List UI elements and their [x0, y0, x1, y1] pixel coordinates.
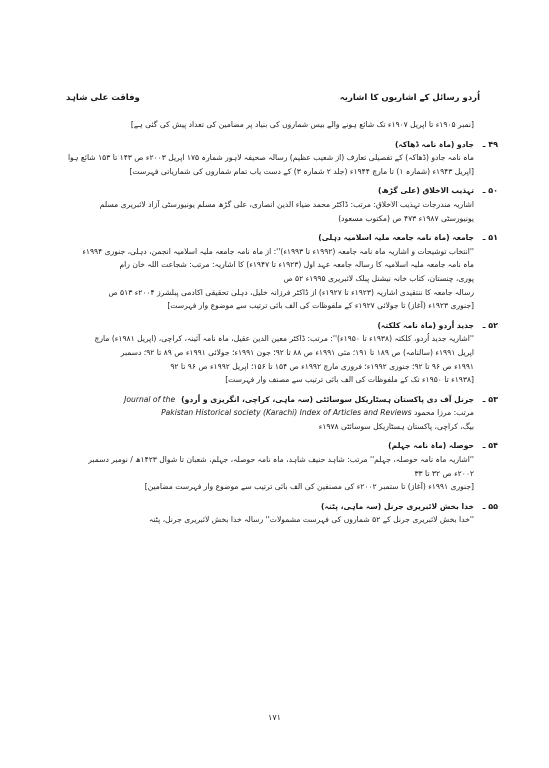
entry-number: ۴۹ ـ — [482, 139, 498, 149]
entry-line: ''خدا بخش لائبریری جرنل کے ۵۲ شماروں کی فہرست مشمولات'' رسالہ خدا بخش لائبریری جرنل، پٹنہ — [149, 515, 474, 525]
entry-53 — [66, 393, 498, 434]
entries-list — [66, 118, 498, 533]
author-name: وفاقت علی شاہد — [66, 93, 140, 103]
entry-heading-row — [66, 319, 498, 333]
entry-heading: جدید اُردو (ماہ نامہ کلکتہ) — [377, 320, 474, 330]
entry-55 — [66, 500, 498, 527]
entry-heading-row — [66, 393, 498, 407]
entry-line: اپریل ۱۹۹۱ء (سالنامہ) ص ۱۸۹ تا ۱۹۱؛ مئی ۱۹۹۱ء ص ۸۸ تا ۹۲؛ جون ۱۹۹۱ء؛ جولائی ۱۹۹۱ء ص ۸۹ تا ۹۲؛ دسمبر — [120, 347, 474, 357]
entry-line: یونیورسٹی ۱۹۸۷ء ۴۷۳ ص (مکتوب مسعود) — [338, 213, 474, 223]
entry-line: ماہ نامہ جامعہ ملیہ اسلامیہ کا رسالہ جامعہ عہد اول (۱۹۲۳ء تا ۱۹۴۷ء) کا اشاریہ: مرتب: شجاعت اللہ خان رام — [119, 260, 474, 270]
entry-line: ماہ نامہ جادو (ڈھاکہ) کے تفصیلی تعارف (از شعیب عظیم) رسالہ صحیفہ لاہور شمارہ ۱۷۵ اپریل ۲۰۰۳ء ص ۱۴۳ تا ۱۵۳ شائع ہوا — [67, 153, 474, 163]
entry-51 — [66, 231, 498, 313]
entry-heading-row — [66, 138, 498, 152]
entry-heading-row — [66, 500, 498, 514]
entry-heading: حوصلہ (ماہ نامہ جہلم) — [388, 441, 474, 451]
entry-line-latin — [66, 406, 498, 420]
entry-number: ۵۴ ـ — [482, 441, 498, 451]
entry-line: ''انتخاب توشیحات و اشاریہ ماہ نامہ جامعہ (۱۹۹۲ء تا ۱۹۹۳ء)'': از ماہ نامہ جامعہ ملیہ اسلامیہ انجمن، دہلی، جنوری ۱۹۹۴ء — [82, 246, 474, 256]
latin-title: Journal of the — [124, 394, 176, 404]
latin-subtitle: Pakistan Historical society (Karachi) Index of Articles and Reviews — [161, 408, 412, 418]
entry-line: بیگ، کراچی، پاکستان ہسٹاریکل سوسائٹی ۱۹۷۸ء — [318, 421, 474, 431]
entry-line: [نمبر ۱۹۰۵ء تا اپریل ۱۹۰۷ء تک شائع ہونے والے بیس شماروں کی بنیاد پر مضامین کی تعداد پیش کی گئی ہے] — [130, 120, 474, 129]
running-title: اُردو رسائل کے اشاریوں کا اشاریہ — [339, 93, 480, 103]
entry-48-continuation — [66, 118, 498, 132]
entry-54 — [66, 439, 498, 493]
entry-number: ۵۵ ـ — [482, 501, 498, 511]
entry-heading: جامعہ (ماہ نامہ جامعہ ملیہ اسلامیہ دہلی) — [318, 233, 474, 243]
entry-line: ۲۰۰۲ء ص ۳۲ تا ۳۳ — [414, 468, 474, 478]
entry-number: ۵۳ ـ — [482, 394, 498, 404]
entry-number: ۵۲ ـ — [482, 320, 498, 330]
entry-line: رسالہ جامعہ کا ننتقیدی اشاریہ (۱۹۲۳ء تا ۱۹۲۷ء) از ڈاکٹر فرزانہ خلیل، دہلی تحقیقی اکادمی پبلشرز ۲۰۰۴ء ۵۱۳ ص — [108, 287, 474, 297]
entry-heading: جرنل آف دی پاکستان ہسٹاریکل سوسائٹی (سہ ماہی، کراچی، انگریزی و اُردو) — [181, 394, 474, 404]
entry-line: ۱۹۹۱ء ص ۹۶ تا ۹۲؛ جنوری ۱۹۹۲ء؛ فروری مارچ ۱۹۹۲ء ص ۱۵۴ تا ۱۵۶؛ اپریل ۱۹۹۲ء ص ۹۶ تا ۹۲ — [170, 361, 474, 371]
entry-heading: جادو (ماہ نامہ ڈھاکہ) — [394, 139, 474, 149]
entry-heading-row — [66, 231, 498, 245]
compiler-prefix: مرتب: مرزا محمود — [414, 408, 474, 418]
page-number: ۱۷۱ — [268, 713, 281, 722]
entry-line: [جنوری ۱۹۲۳ء (آغاز) تا جولائی ۱۹۲۷ء کے ملفوظات کی الف بائی ترتیب سے موضوع وار فہرست] — [167, 301, 474, 311]
entry-line: [اپریل ۱۹۴۳ء (شمارہ ۱) تا مارچ ۱۹۴۴ء (جلد ۲ شمارہ ۳) کے دست یاب تمام شماروں کی شماریاتی فہرست] — [129, 166, 474, 176]
entry-line: ''اشاریہ ماہ نامہ حوصلہ، جہلم'' مرتب: شاہد حنیف شاہد، ماہ نامہ حوصلہ، جہلم، شعبان تا شوال ۱۴۲۳ھ / نومبر دسمبر — [88, 455, 474, 465]
entry-50 — [66, 184, 498, 225]
entry-52 — [66, 319, 498, 387]
entry-number: ۵۰ ـ — [482, 186, 498, 196]
page-header — [66, 92, 480, 106]
entry-line: ''اشاریہ جدید اُردو، کلکتہ (۱۹۳۸ء تا ۱۹۵۰ء)'': مرتب: ڈاکٹر معین الدین عقیل، ماہ نامہ آئینہ، کراچی، (اپریل ۱۹۸۱ء) مارچ — [94, 334, 474, 344]
entry-line: اشاریہ مندرجات تہذیب الاخلاق: مرتب: ڈاکٹر محمد ضیاء الدین انصاری، علی گڑھ مسلم یونیورسٹی آزاد لائبریری مسلم — [99, 199, 474, 209]
entry-line: [۱۹۳۸ء تا ۱۹۵۰ء تک کے ملفوظات کی الف بائی ترتیب سے مصنف وار فہرست] — [225, 375, 474, 385]
entry-line: [جنوری ۱۹۹۱ء (آغاز) تا ستمبر ۲۰۰۲ء کی مصنفین کی الف بائی ترتیب سے موضوع وار فہرست مضامین] — [144, 482, 474, 492]
entry-line: پوری، چنستان، کتاب خانہ نیشنل پبلک لائبریری ۱۹۹۵ء ۵۲ ص — [283, 273, 474, 283]
entry-heading: تہذیب الاخلاق (علی گڑھ) — [378, 186, 474, 196]
entry-heading: خدا بخش لائبریری جرنل (سہ ماہی، پٹنہ) — [320, 501, 474, 511]
entry-heading-row — [66, 184, 498, 198]
entry-49 — [66, 138, 498, 179]
entry-number: ۵۱ ـ — [482, 233, 498, 243]
entry-heading-row — [66, 439, 498, 453]
